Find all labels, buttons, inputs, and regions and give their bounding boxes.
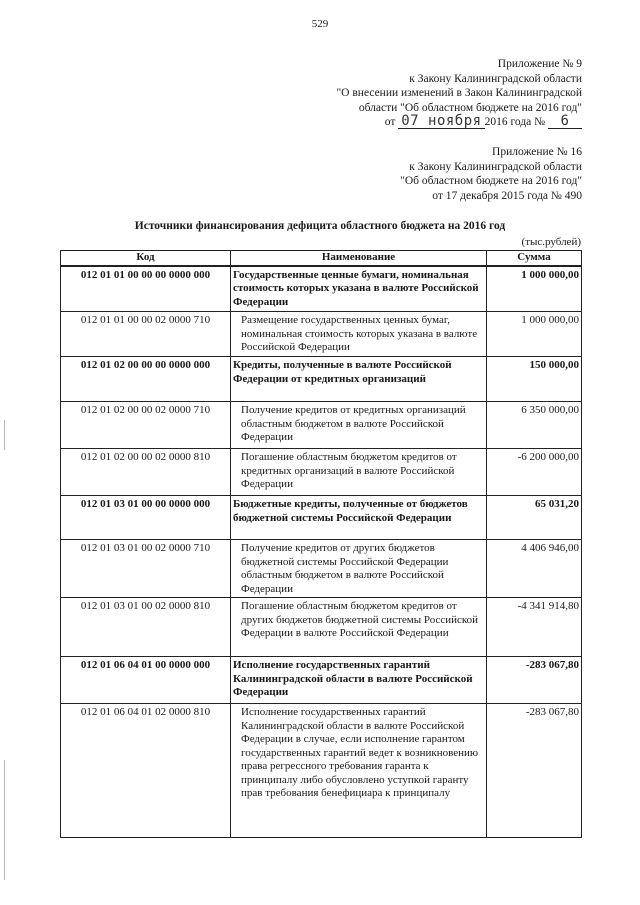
row-code: 012 01 01 00 00 00 0000 000 — [61, 266, 231, 312]
table-row — [61, 449, 582, 496]
date-suffix: 2016 года № — [484, 116, 546, 128]
row-name: Государственные ценные бумаги, номинальная стоимость которых указана в валюте Российской Федерации — [231, 266, 487, 312]
row-name: Получение кредитов от других бюджетов бюджетной системы Российской Федерации областным бюджетом в валюте Российской Федерации — [231, 540, 487, 598]
row-sum: 4 406 946,00 — [487, 540, 582, 598]
appendix-16-line-4: от 17 декабря 2015 года № 490 — [432, 189, 582, 202]
appendix-9-date-line — [336, 115, 582, 130]
appendix-16-header — [400, 145, 582, 203]
row-code: 012 01 02 00 00 02 0000 810 — [61, 449, 231, 496]
table-row — [61, 312, 582, 357]
row-code: 012 01 02 00 00 02 0000 710 — [61, 402, 231, 449]
column-header-sum: Сумма — [487, 251, 582, 266]
column-header-code: Код — [61, 251, 231, 266]
handwritten-date: 07 ноября — [398, 115, 484, 129]
row-code: 012 01 01 00 00 02 0000 710 — [61, 312, 231, 357]
row-name: Кредиты, полученные в валюте Российской Федерации от кредитных организаций — [231, 357, 487, 402]
row-name: Получение кредитов от кредитных организаций областным бюджетом в валюте Российской Федерации — [231, 402, 487, 449]
appendix-9-line-4: области "Об областном бюджете на 2016 год" — [358, 101, 582, 114]
appendix-9-line-3: "О внесении изменений в Закон Калининградской — [336, 87, 582, 99]
row-name: Исполнение государственных гарантий Калининградской области в валюте Российской Федерации — [231, 657, 487, 704]
appendix-16-line-3: "Об областном бюджете на 2016 год" — [400, 175, 582, 187]
appendix-9-line-2: к Закону Калининградской области — [409, 72, 582, 85]
table-row — [61, 598, 582, 657]
row-code: 012 01 03 01 00 02 0000 810 — [61, 598, 231, 657]
appendix-16-line-1: Приложение № 16 — [492, 146, 582, 158]
handwritten-law-number: 6 — [548, 115, 582, 129]
document-title: Источники финансирования дефицита областного бюджета на 2016 год — [134, 220, 506, 232]
row-name: Бюджетные кредиты, полученные от бюджетов бюджетной системы Российской Федерации — [231, 496, 487, 540]
row-code: 012 01 03 01 00 02 0000 710 — [61, 540, 231, 598]
row-sum: 1 000 000,00 — [487, 266, 582, 312]
row-name: Погашение областным бюджетом кредитов от кредитных организаций в валюте Российской Федерации — [231, 449, 487, 496]
financing-sources-table — [60, 250, 582, 838]
row-code: 012 01 06 04 01 00 0000 000 — [61, 657, 231, 704]
date-prefix: от — [384, 116, 396, 128]
row-code: 012 01 02 00 00 00 0000 000 — [61, 357, 231, 402]
row-sum: 6 350 000,00 — [487, 402, 582, 449]
appendix-9-line-1: Приложение № 9 — [497, 58, 582, 70]
row-sum: 65 031,20 — [487, 496, 582, 540]
row-code: 012 01 03 01 00 00 0000 000 — [61, 496, 231, 540]
table-header-row — [61, 251, 582, 266]
table-row — [61, 704, 582, 838]
table-row — [61, 496, 582, 540]
row-sum: 1 000 000,00 — [487, 312, 582, 357]
scan-artifact — [4, 420, 5, 450]
row-sum: -283 067,80 — [487, 704, 582, 838]
appendix-16-line-2: к Закону Калининградской области — [409, 160, 582, 173]
row-code: 012 01 06 04 01 02 0000 810 — [61, 704, 231, 838]
scan-artifact — [4, 760, 5, 880]
table-row — [61, 266, 582, 312]
table-row — [61, 357, 582, 402]
table-row — [61, 657, 582, 704]
table-row — [61, 540, 582, 598]
row-name: Исполнение государственных гарантий Калининградской области в валюте Российской Федерации в случае, если исполнение гарантом государственных гарантий ведет к возникновению права регрессного требования гаранта к принципалу либо обусловлено уступкой гаранту прав требования бенефициара к принципалу — [231, 704, 487, 838]
row-name: Размещение государственных ценных бумаг, номинальная стоимость которых указана в валюте Российской Федерации — [231, 312, 487, 357]
row-name: Погашение областным бюджетом кредитов от других бюджетов бюджетной системы Российской Федерации в валюте Российской Федерации — [231, 598, 487, 657]
row-sum: -6 200 000,00 — [487, 449, 582, 496]
column-header-name: Наименование — [231, 251, 487, 266]
table-row — [61, 402, 582, 449]
units-label: (тыс.рублей) — [521, 236, 581, 248]
row-sum: 150 000,00 — [487, 357, 582, 402]
page-number: 529 — [311, 18, 329, 30]
appendix-9-header — [336, 57, 582, 130]
row-sum: -4 341 914,80 — [487, 598, 582, 657]
row-sum: -283 067,80 — [487, 657, 582, 704]
